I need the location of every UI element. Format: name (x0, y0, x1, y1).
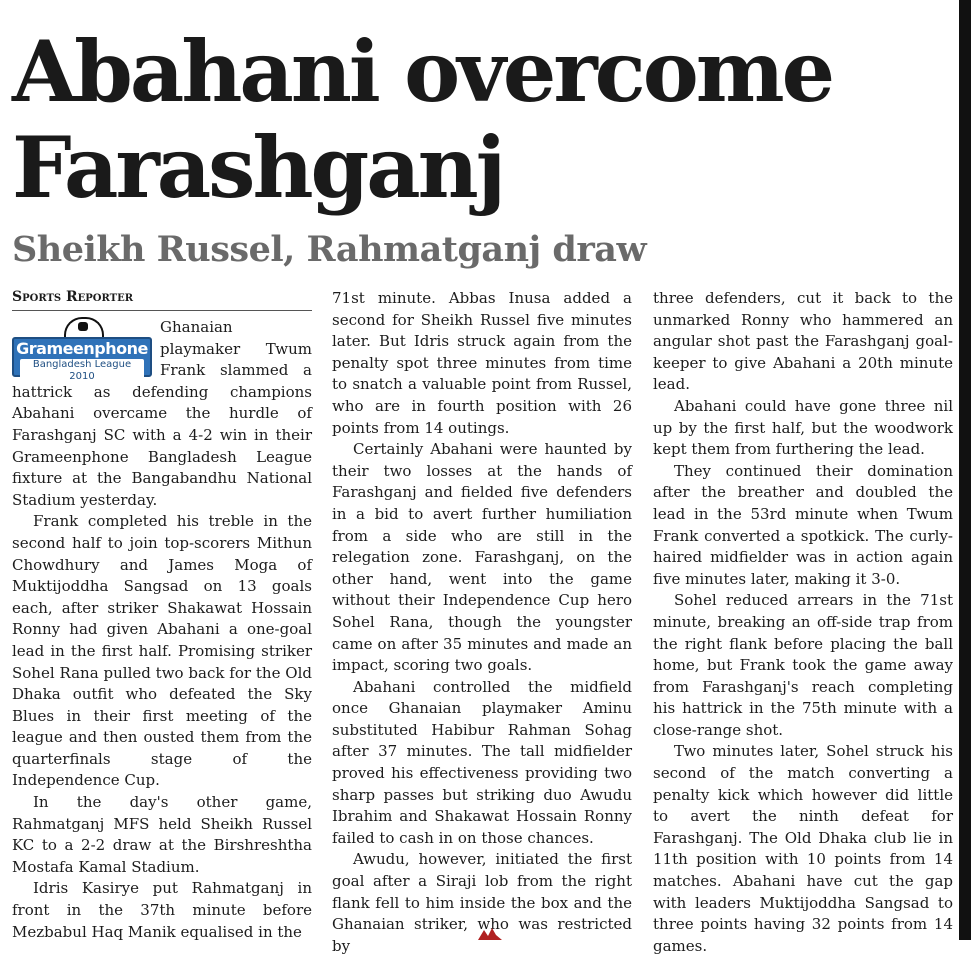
paragraph: Sohel reduced arrears in the 71st minute, breaking an off-side trap from the right flank before placing the ball home, but Frank took the game away from Farashganj's reach completing his hattrick in the 75th minute with a close-range shot. (653, 591, 953, 739)
paragraph: Idris Kasirye put Rahmatganj in front in the 37th minute before Mezbabul Haq Manik equalised in the (12, 879, 312, 941)
headline: Abahani overcome Farashganj (12, 22, 833, 217)
page-edge-bar (959, 0, 971, 940)
ink-mark (476, 926, 504, 940)
article-column-1 (12, 288, 312, 943)
paragraph: Ghanaian playmaker Twum Frank slammed a hattrick as defending champions Abahani overcame the hurdle of Farashganj SC with a 4-2 win in their Grameenphone Bangladesh League fixture at the Bangabandhu National Stadium yesterday. (12, 318, 312, 509)
subheadline: Sheikh Russel, Rahmatganj draw (12, 229, 647, 270)
paragraph: In the day's other game, Rahmatganj MFS held Sheikh Russel KC to a 2-2 draw at the Birshreshtha Mostafa Kamal Stadium. (12, 793, 312, 876)
paragraph: Awudu, however, initiated the first goal after a Siraji lob from the right flank fell to him inside the box and the Ghanaian striker, who was restricted by (332, 850, 632, 955)
paragraph: They continued their domination after the breather and doubled the lead in the 53rd minute when Twum Frank converted a spotkick. The curly-haired midfielder was in action again five minutes later, making it 3-0. (653, 461, 953, 588)
paragraph: Two minutes later, Sohel struck his second of the match converting a penalty kick which however did little to avert the ninth defeat for Farashganj. The Old Dhaka club lie in 11th position with 10 points from 14 matches. Abahani have cut the gap with leaders Muktijoddha Sangsad to three points having 32 points from 14 games. (653, 742, 953, 955)
logo-brand: Grameenphone (16, 339, 148, 358)
paragraph: Frank completed his treble in the second half to join top-scorers Mithun Chowdhury and James Moga of Muktijoddha Sangsad on 13 goals each, after striker Shakawat Hossain Ronny had given Abahani a one-goal lead in the first half. Promising striker Sohel Rana pulled two back for the Old Dhaka outfit who defeated the Sky Blues in their first meeting of the league and then ousted them from the quarterfinals stage of the Independence Cup. (12, 512, 312, 790)
logo-league: Bangladesh League 2010 (20, 359, 144, 383)
paragraph: Certainly Abahani were haunted by their two losses at the hands of Farashganj and fielded five defenders in a bid to avert further humiliation from a side who are still in the relegation zone. Farashganj, on the other hand, went into the game without their Independence Cup hero Sohel Rana, though the youngster came on after 35 minutes and made an impact, scoring two goals. (332, 440, 632, 675)
paragraph: 71st minute. Abbas Inusa added a second for Sheikh Russel five minutes later. But Idris struck again from the penalty spot three minutes from time to snatch a valuable point from Russel, who are in fourth position with 26 points from 14 outings. (332, 289, 632, 437)
paragraph: Abahani could have gone three nil up by the first half, but the woodwork kept them from furthering the lead. (653, 396, 953, 459)
league-logo (12, 317, 152, 382)
logo-plate (12, 337, 152, 382)
paragraph: three defenders, cut it back to the unmarked Ronny who hammered an angular shot past the Farashganj goal-keeper to give Abahani a 20th minute lead. (653, 289, 953, 394)
article-column-2 (332, 288, 632, 957)
football-icon (64, 317, 104, 339)
article-column-3 (653, 288, 953, 957)
paragraph: Abahani controlled the midfield once Ghanaian playmaker Aminu substituted Habibur Rahman Sohag after 37 minutes. The tall midfielder proved his effectiveness providing two sharp passes but striking duo Awudu Ibrahim and Shakawat Hossain Ronny failed to cash in on those chances. (332, 677, 632, 847)
byline: Sports Reporter (12, 288, 312, 311)
